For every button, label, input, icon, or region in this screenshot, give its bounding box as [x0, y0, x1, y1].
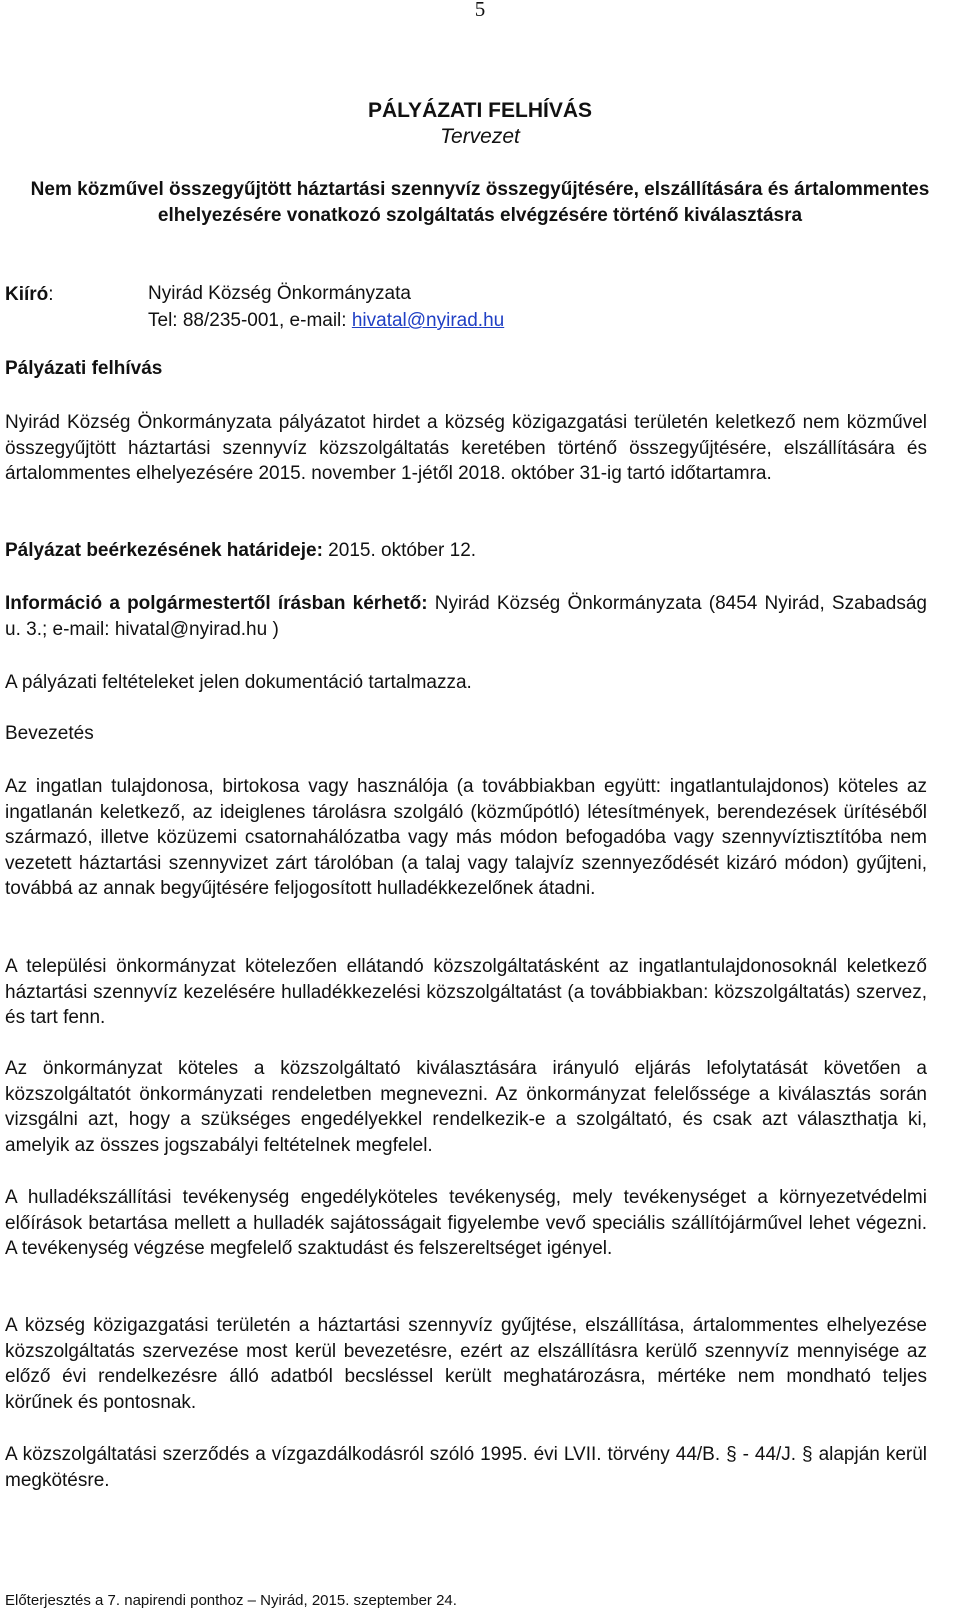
info-label: Információ a polgármestertől írásban kérhető:	[5, 593, 428, 614]
issuer-name: Nyirád Község Önkormányzata	[148, 283, 411, 304]
deadline-line	[5, 538, 927, 564]
issuer-email-link[interactable]: hivatal@nyirad.hu	[351, 310, 505, 331]
issuer-contact-text: Tel: 88/235-001, e-mail:	[148, 310, 352, 331]
document-subject: Nem közművel összegyűjtött háztartási szennyvíz összegyűjtésére, elszállítására és ártalommentes elhelyezésére vonatkozó szolgáltatás elvégzésére történő kiválasztásra	[30, 179, 930, 226]
page-footer: Előterjesztés a 7. napirendi ponthoz – Nyirád, 2015. szeptember 24.	[5, 1592, 457, 1609]
body-paragraph: Az ingatlan tulajdonosa, birtokosa vagy használója (a továbbiakban együtt: ingatlantulajdonos) köteles az ingatlanán keletkező, az ideiglenes tárolásra szolgáló (közműpótló) létesítmények, berendezések ürítéséből származó, illetve közüzemi csatornahálózatba vagy más módon befogadóba vagy szennyvíztisztítóba nem vezetett háztartási szennyvizet zárt tárolóban (a talaj vagy talajvíz szennyeződését kizáró módon) gyűjteni, továbbá az annak begyűjtésére feljogosított hulladékkezelőnek átadni.	[5, 776, 927, 899]
call-heading: Pályázati felhívás	[5, 358, 163, 379]
issuer-label-suffix: :	[48, 284, 54, 305]
info-value: Nyirád Község Önkormányzata (8454 Nyirád, Szabadság u. 3.; e-mail: hivatal@nyirad.hu )	[5, 593, 927, 640]
body-paragraph: A közszolgáltatási szerződés a vízgazdálkodásról szóló 1995. évi LVII. törvény 44/B. § - 44/J. § alapján kerül megkötésre.	[5, 1444, 927, 1491]
page-number: 5	[474, 0, 486, 21]
body-paragraph: Az önkormányzat köteles a közszolgáltató kiválasztására irányuló eljárás lefolytatását követően a közszolgáltatót önkormányzati rendeletben megnevezni. Az önkormányzat felelőssége a kiválasztás során vizsgálni azt, hogy a szükséges engedélyekkel rendelkezik-e a szolgáltató, és csak azt választhatja ki, amelyik az összes jogszabályi feltételnek megfelel.	[5, 1058, 927, 1156]
document-subtitle: Tervezet	[440, 125, 520, 148]
body-paragraph: A hulladékszállítási tevékenység engedélyköteles tevékenység, mely tevékenységet a környezetvédelmi előírások betartása mellett a hulladék sajátosságait figyelembe vevő speciális szállítójárművel lehet végezni. A tevékenység végzése megfelelő szaktudást és felszereltséget igényel.	[5, 1187, 927, 1259]
deadline-label: Pályázat beérkezésének határideje:	[5, 540, 323, 561]
issuer-label	[5, 284, 54, 306]
conditions-text: A pályázati feltételeket jelen dokumentáció tartalmazza.	[5, 672, 472, 693]
intro-paragraph: Nyirád Község Önkormányzata pályázatot hirdet a község közigazgatási területén keletkező nem közművel összegyűjtött háztartási szennyvíz közszolgáltatás keretében történő összegyűjtésére, elszállítására és ártalommentes elhelyezésére 2015. november 1-jétől 2018. október 31-ig tartó időtartamra.	[5, 412, 927, 484]
intro-heading: Bevezetés	[5, 723, 94, 744]
body-paragraph: A község közigazgatási területén a háztartási szennyvíz gyűjtése, elszállítása, ártalommentes elhelyezése közszolgáltatás szervezése most kerül bevezetésre, ezért az elszállításra kerülő szennyvíz mennyisége az előző évi rendelkezésre álló adatból becsléssel került meghatározásra, mértéke nem mondható teljes körűnek és pontosnak.	[5, 1315, 927, 1413]
body-paragraph: A települési önkormányzat kötelezően ellátandó közszolgáltatásként az ingatlantulajdonosoknál keletkező háztartási szennyvíz kezelésére hulladékkezelési közszolgáltatást (a továbbiakban: közszolgáltatás) szervez, és tart fenn.	[5, 956, 927, 1028]
issuer-contact	[148, 308, 504, 334]
info-paragraph	[5, 591, 927, 642]
document-title: PÁLYÁZATI FELHÍVÁS	[367, 99, 593, 122]
issuer-label-bold: Kiíró	[5, 284, 49, 305]
deadline-value: 2015. október 12.	[322, 540, 477, 561]
